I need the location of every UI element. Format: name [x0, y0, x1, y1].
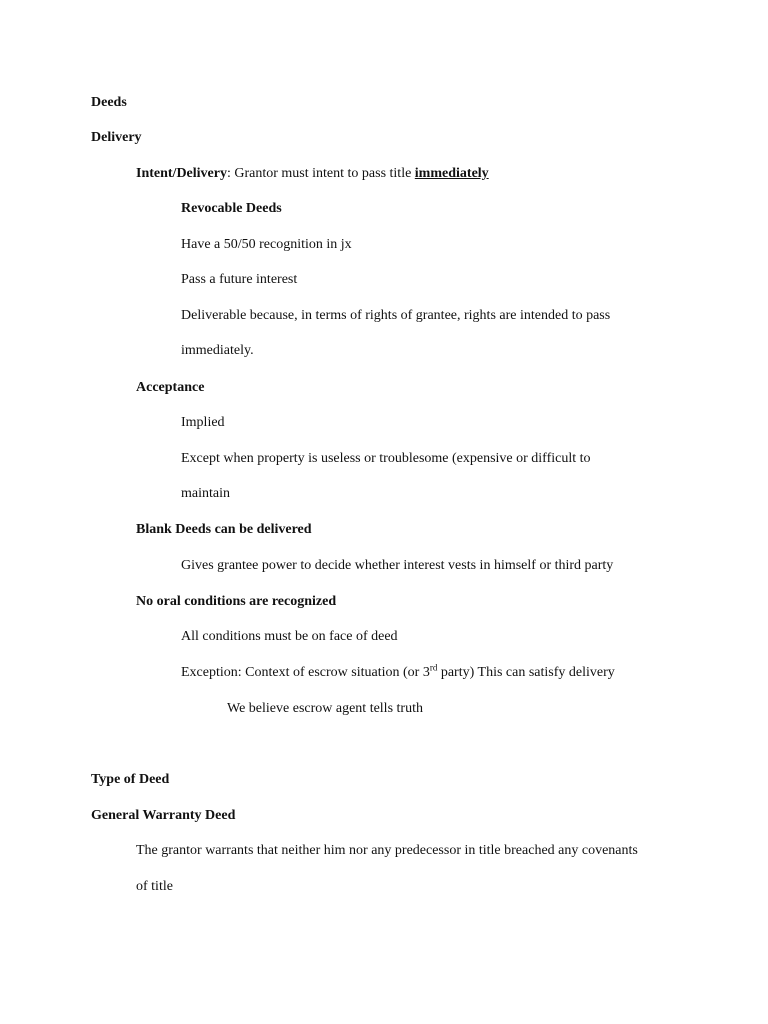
intent-delivery-line [136, 165, 489, 183]
revocable-item-3: Deliverable because, in terms of rights of grantee, rights are intended to pass [181, 308, 611, 323]
acceptance-item-1: Implied [181, 415, 225, 430]
blank-item-1: Gives grantee power to decide whether interest vests in himself or third party [181, 558, 614, 573]
oral-exception [181, 664, 615, 682]
revocable-item-3-cont: immediately. [181, 343, 254, 358]
general-item-1: The grantor warrants that neither him nor any predecessor in title breached any covenants [136, 843, 638, 858]
heading-deeds: Deeds [91, 95, 127, 110]
intent-text: : Grantor must intent to pass title [226, 166, 415, 181]
general-item-1-cont: of title [136, 879, 173, 894]
acceptance-item-2: Except when property is useless or troublesome (expensive or difficult to [181, 451, 591, 466]
heading-revocable-deeds: Revocable Deeds [181, 201, 282, 216]
oral-sub-item: We believe escrow agent tells truth [227, 701, 423, 716]
heading-type-of-deed: Type of Deed [91, 772, 170, 787]
oral-exception-sup: rd [429, 662, 438, 673]
heading-acceptance: Acceptance [136, 380, 205, 395]
intent-emphasis: immediately [414, 166, 489, 181]
heading-oral-conditions: No oral conditions are recognized [136, 594, 337, 609]
revocable-item-1: Have a 50/50 recognition in jx [181, 237, 352, 252]
heading-delivery: Delivery [91, 130, 142, 145]
heading-blank-deeds: Blank Deeds can be delivered [136, 522, 312, 537]
oral-exception-prefix: Exception: Context of escrow situation (or 3 [181, 665, 430, 680]
intent-label: Intent/Delivery [136, 166, 227, 181]
revocable-item-2: Pass a future interest [181, 272, 298, 287]
oral-item-1: All conditions must be on face of deed [181, 629, 398, 644]
heading-general-warranty-deed: General Warranty Deed [91, 808, 236, 823]
oral-exception-suffix: party) This can satisfy delivery [437, 665, 615, 680]
acceptance-item-2-cont: maintain [181, 486, 230, 501]
